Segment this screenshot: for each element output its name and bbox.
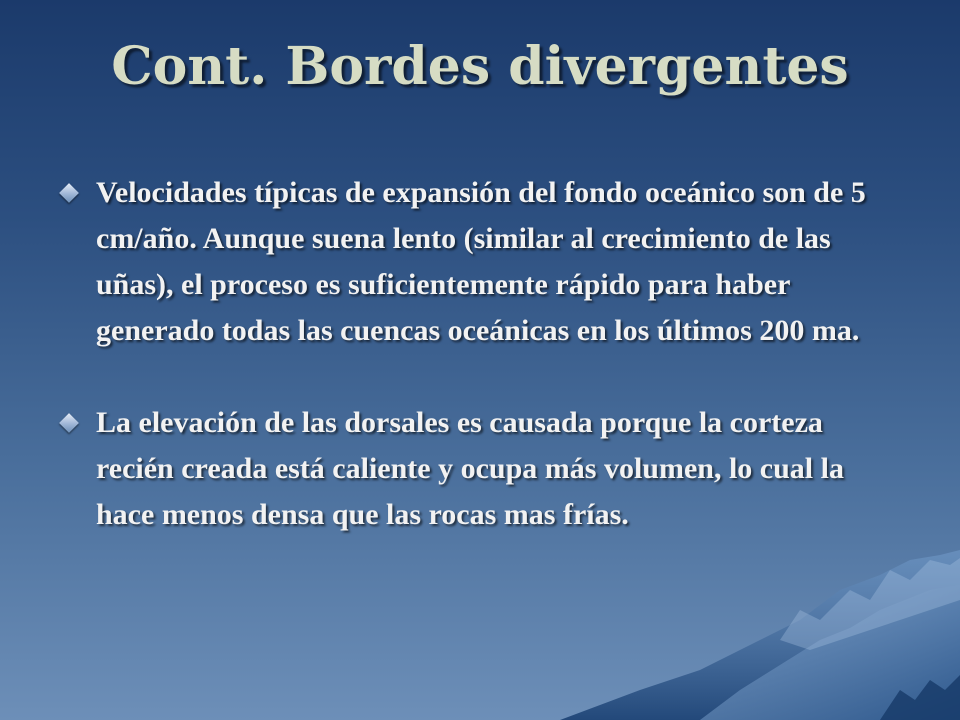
diamond-bullet-icon (59, 183, 79, 203)
bullet-text: Velocidades típicas de expansión del fondo oceánico son de 5 cm/año. Aunque suena lento (similar al crecimiento de las uñas), el proceso es suficientemente rápido para haber generado todas las cuencas oceánicas en los últimos 200 ma. (96, 176, 866, 347)
bullet-item (60, 400, 900, 538)
slide-title: Cont. Bordes divergentes (111, 36, 849, 97)
bullet-item (60, 170, 900, 354)
bullet-text: La elevación de las dorsales es causada porque la corteza recién creada está caliente y ocupa más volumen, lo cual la hace menos densa que las rocas mas frías. (96, 406, 844, 531)
diamond-bullet-icon (59, 413, 79, 433)
bullet-list (60, 170, 900, 538)
